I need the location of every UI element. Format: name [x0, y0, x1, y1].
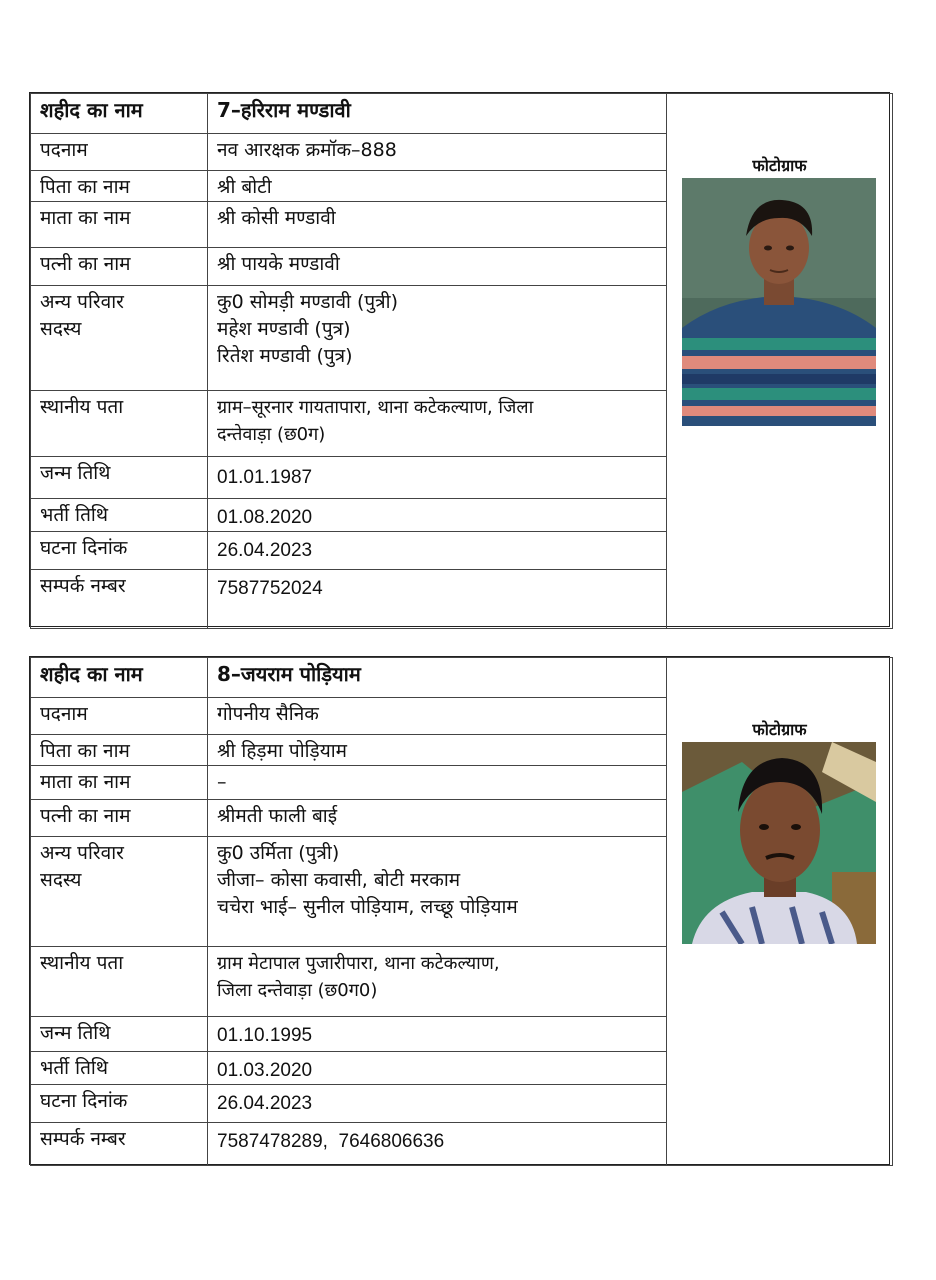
martyr-name: 8–जयराम पोड़ियाम: [208, 658, 667, 698]
mother-name-value: श्री कोसी मण्डावी: [208, 202, 667, 248]
row-label: माता का नाम: [31, 766, 208, 800]
name-label: शहीद का नाम: [31, 94, 208, 134]
martyr-table-2: [30, 657, 893, 1166]
photo-label: फोटोग्राफ: [752, 156, 807, 175]
contact-number-value: 7587752024: [208, 570, 667, 629]
row-label: जन्म तिथि: [31, 1017, 208, 1052]
incident-date-value: 26.04.2023: [208, 1085, 667, 1123]
martyr-table-1: [30, 93, 893, 629]
row-label: अन्य परिवार सदस्य: [31, 286, 208, 391]
mother-name-value: –: [208, 766, 667, 800]
row-label: पदनाम: [31, 134, 208, 171]
joining-date-value: 01.08.2020: [208, 499, 667, 532]
row-label: सम्पर्क नम्बर: [31, 1123, 208, 1166]
martyr-card-1: [29, 92, 890, 627]
martyr-photo-1: [682, 178, 876, 426]
row-label: सम्पर्क नम्बर: [31, 570, 208, 629]
row-label: पदनाम: [31, 698, 208, 735]
row-label: पत्नी का नाम: [31, 800, 208, 837]
row-label: अन्य परिवार सदस्य: [31, 837, 208, 947]
wife-name-value: श्री पायके मण्डावी: [208, 248, 667, 286]
joining-date-value: 01.03.2020: [208, 1052, 667, 1085]
designation-value: नव आरक्षक क्रमॉक–888: [208, 134, 667, 171]
row-label: घटना दिनांक: [31, 1085, 208, 1123]
photo-label: फोटोग्राफ: [752, 720, 807, 739]
row-label: स्थानीय पता: [31, 947, 208, 1017]
martyr-card-2: [29, 656, 890, 1165]
contact-number-value: 7587478289, 7646806636: [208, 1123, 667, 1166]
address-value: ग्राम मेटापाल पुजारीपारा, थाना कटेकल्याण, जिला दन्तेवाड़ा (छ0ग0): [208, 947, 667, 1017]
family-members-value: कु0 उर्मिता (पुत्री) जीजा– कोसा कवासी, बोटी मरकाम चचेरा भाई– सुनील पोड़ियाम, लच्छू पोड़ियाम: [208, 837, 667, 947]
row-label: घटना दिनांक: [31, 532, 208, 570]
name-label: शहीद का नाम: [31, 658, 208, 698]
wife-name-value: श्रीमती फाली बाई: [208, 800, 667, 837]
row-label: पिता का नाम: [31, 735, 208, 766]
birth-date-value: 01.10.1995: [208, 1017, 667, 1052]
birth-date-value: 01.01.1987: [208, 457, 667, 499]
designation-value: गोपनीय सैनिक: [208, 698, 667, 735]
martyr-name: 7–हरिराम मण्डावी: [208, 94, 667, 134]
row-label: पत्नी का नाम: [31, 248, 208, 286]
martyr-photo-2: [682, 742, 876, 944]
row-label: जन्म तिथि: [31, 457, 208, 499]
photo-cell: [667, 94, 893, 629]
row-label: भर्ती तिथि: [31, 1052, 208, 1085]
photo-cell: [667, 658, 893, 1166]
father-name-value: श्री हिड़मा पोड़ियाम: [208, 735, 667, 766]
row-label: स्थानीय पता: [31, 391, 208, 457]
address-value: ग्राम–सूरनार गायतापारा, थाना कटेकल्याण, जिला दन्तेवाड़ा (छ0ग): [208, 391, 667, 457]
row-label: भर्ती तिथि: [31, 499, 208, 532]
father-name-value: श्री बोटी: [208, 171, 667, 202]
row-label: पिता का नाम: [31, 171, 208, 202]
row-label: माता का नाम: [31, 202, 208, 248]
family-members-value: कु0 सोमड़ी मण्डावी (पुत्री) महेश मण्डावी (पुत्र) रितेश मण्डावी (पुत्र): [208, 286, 667, 391]
incident-date-value: 26.04.2023: [208, 532, 667, 570]
